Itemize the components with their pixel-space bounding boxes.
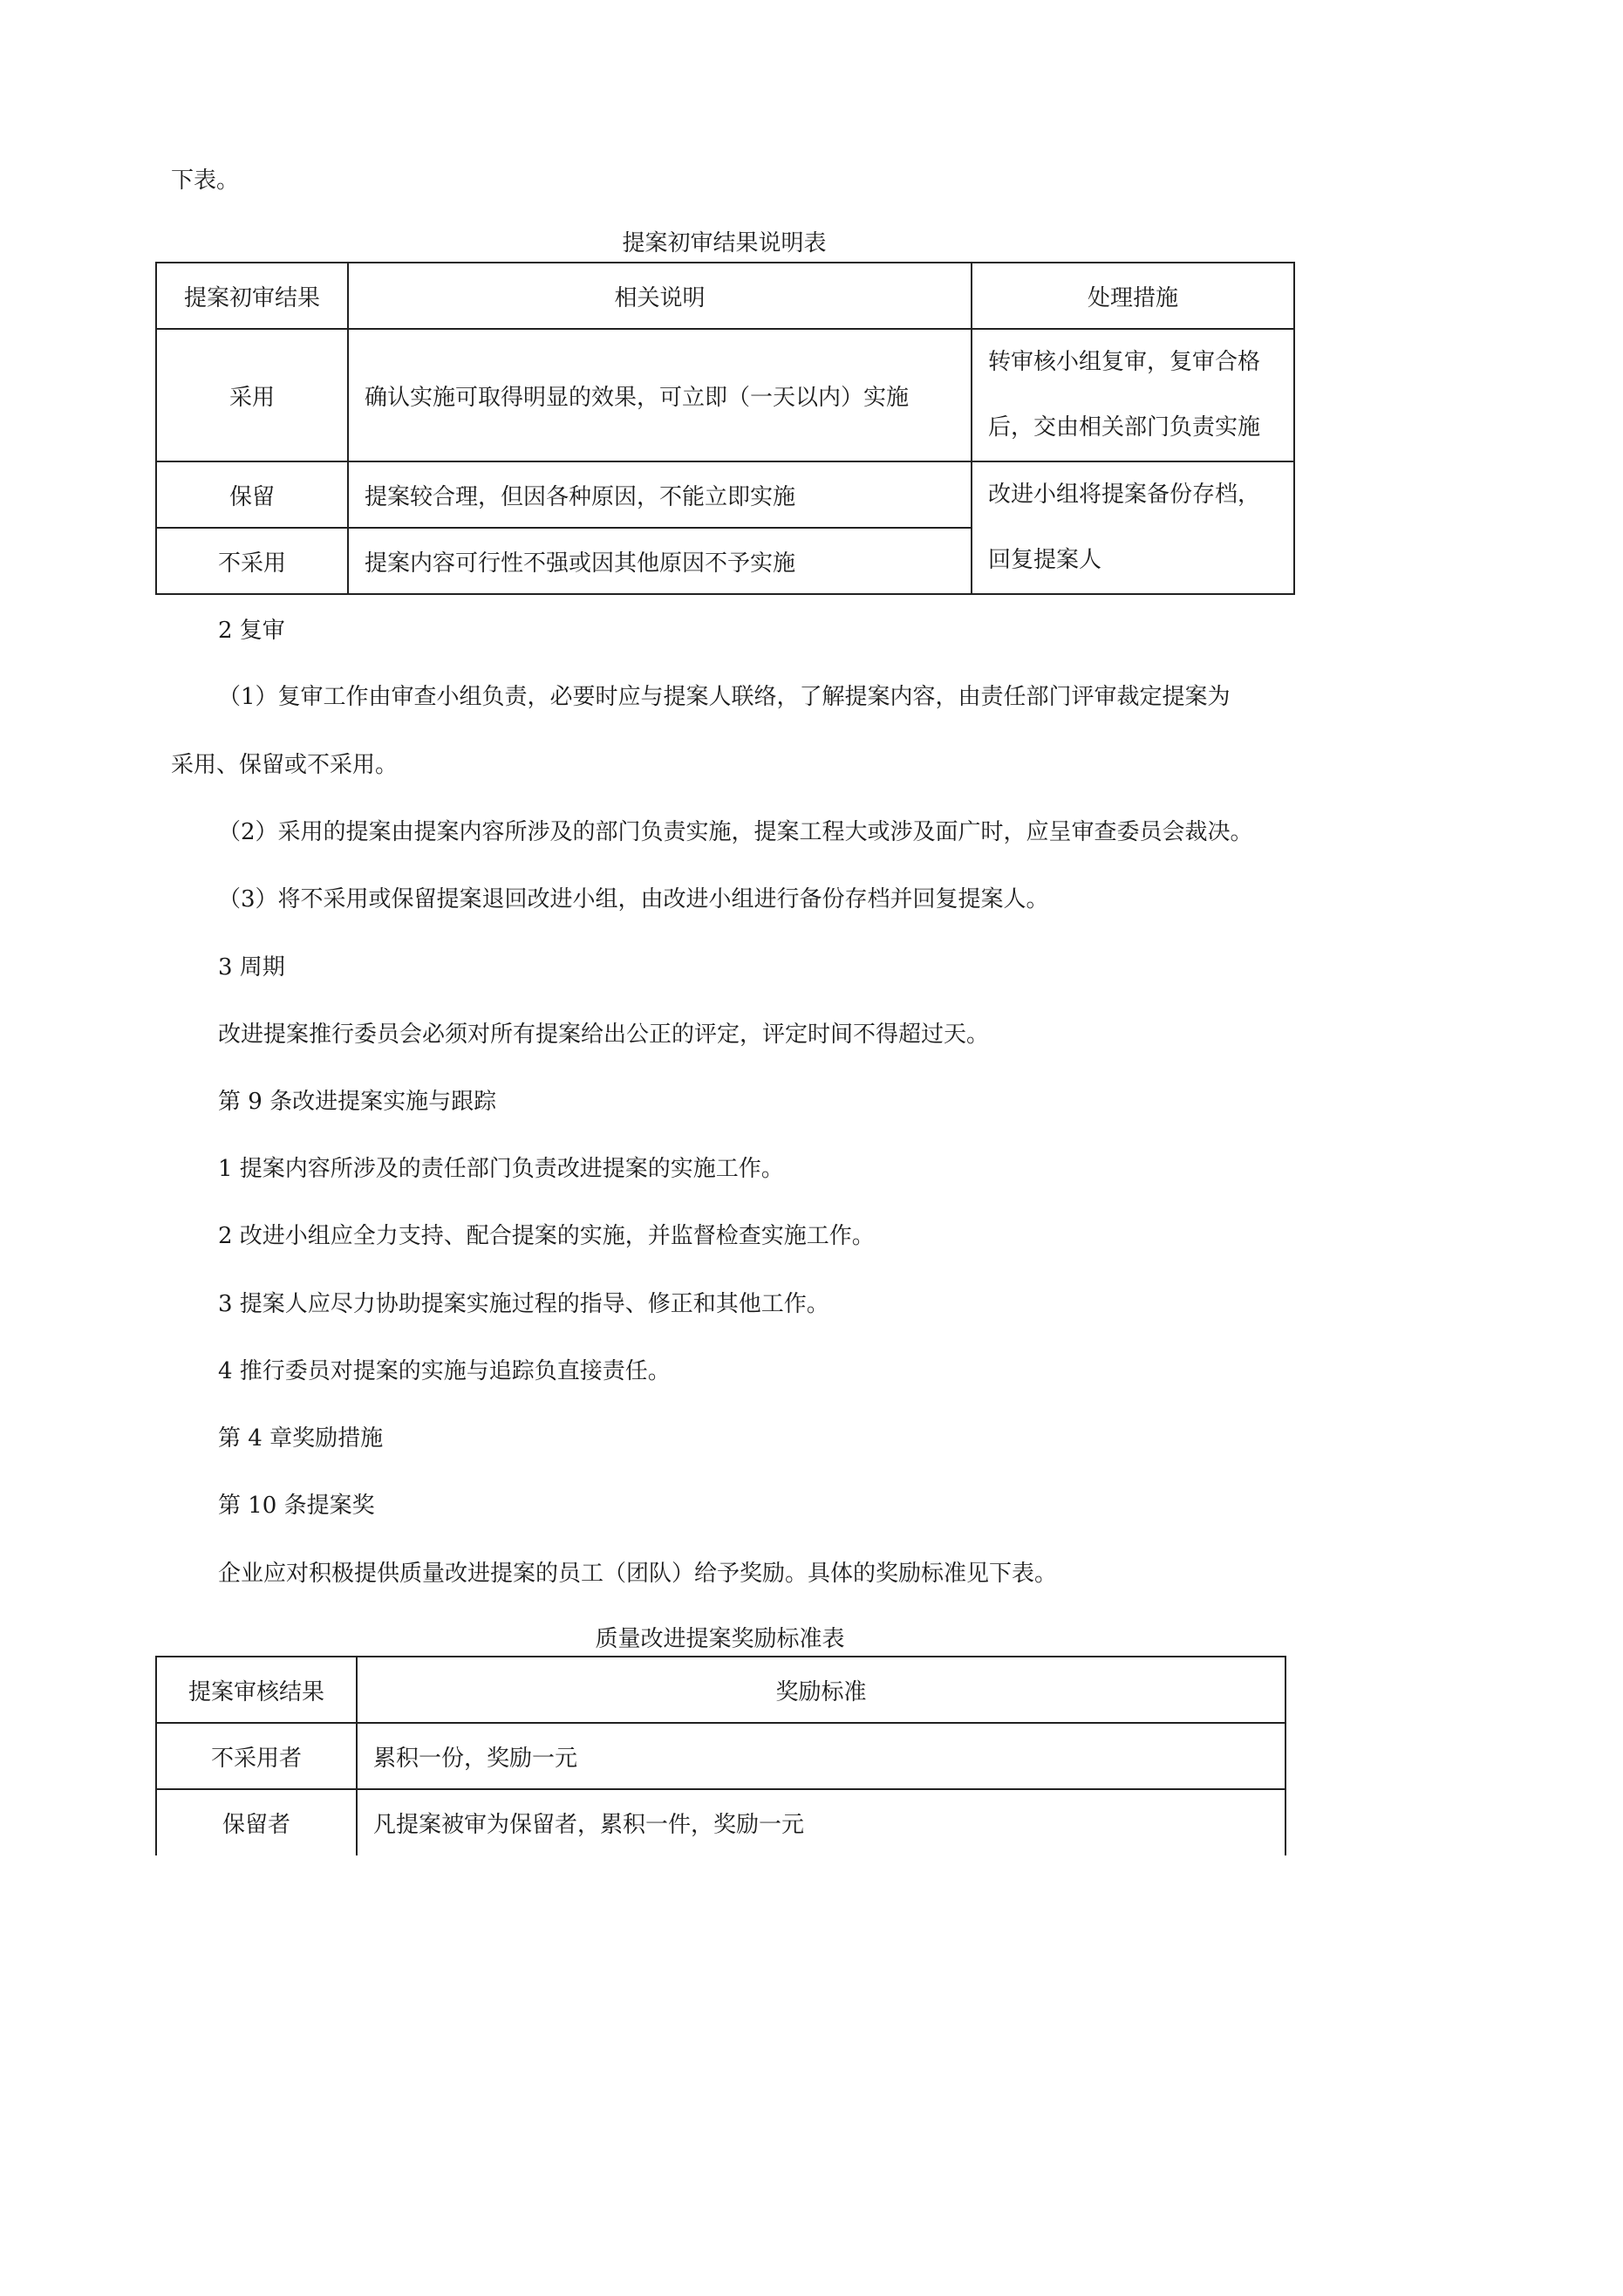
table2-row-standard: 累积一份，奖励一元: [357, 1723, 1285, 1789]
table2-row-result: 不采用者: [156, 1723, 357, 1789]
table-reward-standard: [155, 1656, 1286, 1855]
paragraph: 第 9 条改进提案实施与跟踪: [218, 1089, 497, 1115]
intro-tail-text: 下表。: [171, 167, 240, 194]
paragraph: 第 4 章奖励措施: [218, 1425, 384, 1452]
paragraph: 4 推行委员对提案的实施与追踪负直接责任。: [218, 1358, 671, 1384]
table1-merged-action: 改进小组将提案备份存档， 回复提案人: [972, 461, 1294, 594]
paragraph: 2 复审: [218, 618, 285, 644]
table1-caption: 提案初审结果说明表: [622, 230, 827, 256]
table1-header-row: [156, 263, 1294, 329]
table1-header-result: 提案初审结果: [156, 263, 348, 329]
table1-row-desc: 提案较合理，但因各种原因，不能立即实施: [348, 461, 972, 528]
table1-row-desc: 提案内容可行性不强或因其他原因不予实施: [348, 528, 972, 594]
paragraph: 企业应对积极提供质量改进提案的员工（团队）给予奖励。具体的奖励标准见下表。: [218, 1561, 1058, 1587]
table-row: [156, 1789, 1285, 1855]
paragraph: 第 10 条提案奖: [218, 1493, 375, 1519]
table1-row-result: 不采用: [156, 528, 348, 594]
paragraph: 采用、保留或不采用。: [171, 752, 399, 778]
table-row: [156, 461, 1294, 528]
table1-row-desc: 确认实施可取得明显的效果，可立即（一天以内）实施: [348, 329, 972, 461]
table1-row-action: 转审核小组复审，复审合格 后，交由相关部门负责实施: [972, 329, 1294, 461]
paragraph: （3）将不采用或保留提案退回改进小组，由改进小组进行备份存档并回复提案人。: [218, 886, 1049, 912]
table-row: [156, 329, 1294, 461]
paragraph: 3 提案人应尽力协助提案实施过程的指导、修正和其他工作。: [218, 1291, 829, 1317]
table2-header-result: 提案审核结果: [156, 1657, 357, 1723]
paragraph: （2）采用的提案由提案内容所涉及的部门负责实施，提案工程大或涉及面广时，应呈审查委员会裁决。: [218, 819, 1253, 845]
table2-row-standard: 凡提案被审为保留者，累积一件，奖励一元: [357, 1789, 1285, 1855]
paragraph: 1 提案内容所涉及的责任部门负责改进提案的实施工作。: [218, 1156, 784, 1182]
table2-header-row: [156, 1657, 1285, 1723]
table1-row-result: 采用: [156, 329, 348, 461]
table1-header-action: 处理措施: [972, 263, 1294, 329]
paragraph: 2 改进小组应全力支持、配合提案的实施，并监督检查实施工作。: [218, 1223, 875, 1249]
paragraph: 3 周期: [218, 954, 285, 981]
table2-caption: 质量改进提案奖励标准表: [595, 1626, 845, 1652]
table2-header-standard: 奖励标准: [357, 1657, 1285, 1723]
table2-row-result: 保留者: [156, 1789, 357, 1855]
table1-row-result: 保留: [156, 461, 348, 528]
table-proposal-initial-review: [155, 262, 1295, 595]
paragraph: （1）复审工作由审查小组负责，必要时应与提案人联络，了解提案内容，由责任部门评审裁定提案为: [218, 684, 1231, 710]
paragraph: 改进提案推行委员会必须对所有提案给出公正的评定，评定时间不得超过天。: [218, 1022, 990, 1048]
table-row: [156, 1723, 1285, 1789]
table1-header-desc: 相关说明: [348, 263, 972, 329]
